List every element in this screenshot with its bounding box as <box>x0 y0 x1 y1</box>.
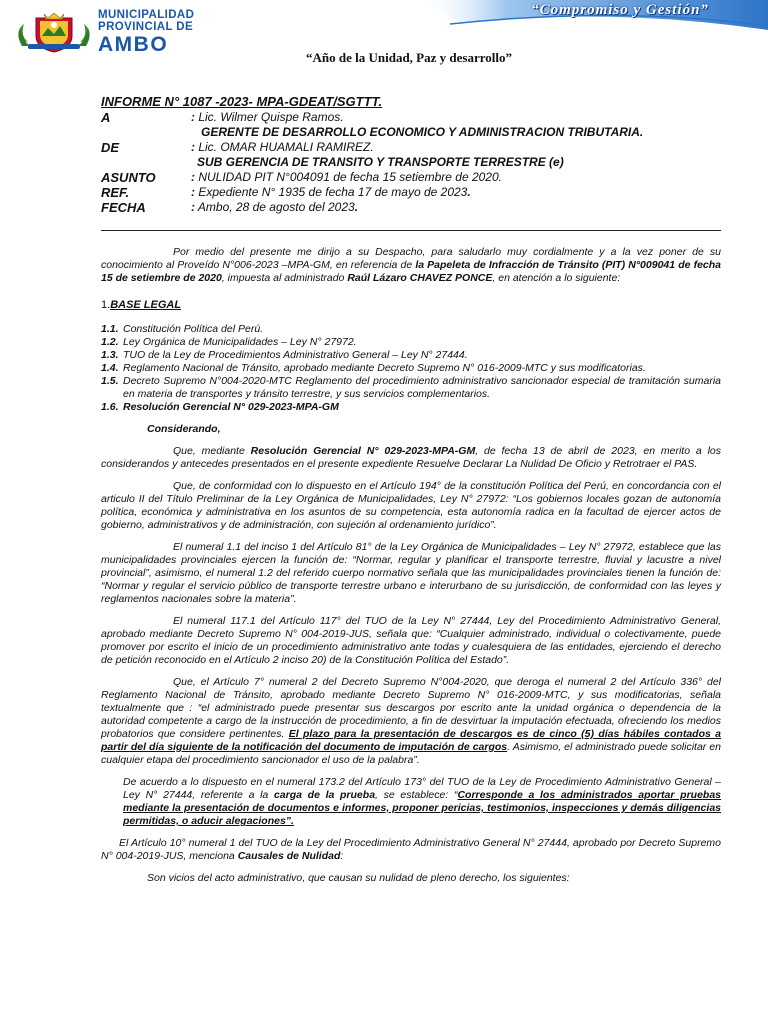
paragraph: El numeral 1.1 del inciso 1 del Artículo 81° de la Ley Orgánica de Municipalidades – Ley N° 27972, establece que las municipalidades provinciales ejercen la función de: “Normar, regular y planificar el transporte terrestre, fluvial y lacustre a nivel provincial”, asimismo, el numeral 1.2 del referido cuerpo normativo señala que las municipalidades provinciales tienen la función de: “Normar y regular el servicio público de transporte terrestre urbano e interurbano de su jurisdicción, de conformidad con las leyes y reglamentos nacionales sobre la materia”. <box>101 541 721 605</box>
list-item: 1.4. Reglamento Nacional de Tránsito, aprobado mediante Decreto Supremo N° 016-2009-MTC y sus modificatorias. <box>101 362 646 374</box>
paragraph: El numeral 117.1 del Artículo 117° del TUO de la Ley N° 27444, Ley del Procedimiento Administrativo General, aprobado mediante Decreto Supremo N° 004-2019-JUS, señala que: “Cualquier administrado, individual o colectivamente, puede promover por escrito el inicio de un procedimiento administrativo ante todas y cualesquiera de las entidades, ejerciendo el derecho de petición reconocido en el Artículo 2 inciso 20) de la Constitución Política del Estado”. <box>101 615 721 666</box>
subject-value: NULIDAD PIT N°004091 de fecha 15 setiembre de 2020. <box>198 170 502 184</box>
colon: : <box>191 140 195 154</box>
colon: : <box>191 200 195 214</box>
paragraph: De acuerdo a lo dispuesto en el numeral 173.2 del Artículo 173° del TUO de la Ley de Procedimiento Administrativo General – Ley N° 27444, referente a la carga de la prueba, se establece: “Corresponde a los administrados aportar pruebas mediante la presentación de documentos e informes, proponer pericias, testimonios, inspecciones y demás diligencias permitidas, o aducir alegaciones”. <box>123 776 721 827</box>
colon: : <box>191 170 195 184</box>
municipality-name-line1: MUNICIPALIDAD <box>98 9 195 21</box>
list-item: 1.1. Constitución Política del Perú. <box>101 323 264 335</box>
municipality-name-line3: AMBO <box>98 33 169 56</box>
paragraph: Son vicios del acto administrativo, que causan su nulidad de pleno derecho, los siguientes: <box>147 872 570 884</box>
ref-value: Expediente N° 1935 de fecha 17 de mayo de 2023 <box>198 185 468 199</box>
date-value: Ambo, 28 de agosto del 2023 <box>197 200 355 214</box>
report-body <box>101 246 721 885</box>
header-divider <box>101 230 721 231</box>
section-base-legal: 1.BASE LEGAL <box>101 299 182 311</box>
list-item: 1.5. Decreto Supremo N°004-2020-MTC Reglamento del procedimiento administrativo sancionador especial de tramitación sumaria en materia de transportes y tránsito terrestre, y sus servicios complementarios. <box>101 375 721 400</box>
list-item: 1.3. TUO de la Ley de Procedimientos Administrativo General – Ley N° 27444. <box>101 349 468 361</box>
colon: : <box>191 185 195 199</box>
to-name: Lic. Wilmer Quispe Ramos. <box>198 110 344 124</box>
to-label: A <box>101 110 111 125</box>
memo-header: INFORME N° 1087 -2023- MPA-GDEAT/SGTTT. A : Lic. Wilmer Quispe Ramos. GERENTE DE DESARROLLO ECONOMICO Y ADMINISTRACION TRIBUTARIA. DE : Lic. OMAR HUAMALI RAMIREZ. SUB GERENCIA DE TRANSITO Y TRANSPORTE TERRESTRE (e) ASUNTO : NULIDAD PIT N°004091 de fecha 15 setiembre de 2020. REF. : Expediente N° 1935 de fecha 17 de mayo de 2023. FECHA : Ambo, 28 de agosto del 2023. <box>101 94 644 215</box>
from-name: Lic. OMAR HUAMALI RAMIREZ. <box>198 140 374 154</box>
subject-label: ASUNTO <box>101 170 156 185</box>
paragraph: Que, mediante Resolución Gerencial N° 029-2023-MPA-GM, de fecha 13 de abril de 2023, en merito a los considerandos y antecedes presentados en el presente expediente Resuelve Declarar La Nulidad De Oficio y Retrotraer el PAS. <box>101 445 722 470</box>
ref-label: REF. <box>101 185 130 200</box>
to-role: GERENTE DE DESARROLLO ECONOMICO Y ADMINISTRACION TRIBUTARIA. <box>201 125 644 139</box>
list-item: 1.6. Resolución Gerencial N° 029-2023-MPA-GM <box>101 401 339 413</box>
motto-text: “Compromiso y Gestión” <box>531 2 709 18</box>
paragraph: El Artículo 10° numeral 1 del TUO de la Ley del Procedimiento Administrativo General N° 27444, aprobado por Decreto Supremo N° 004-2019-JUS, menciona Causales de Nulidad: <box>101 837 721 862</box>
year-slogan: “Año de la Unidad, Paz y desarrollo” <box>306 50 512 65</box>
report-number: INFORME N° 1087 -2023- MPA-GDEAT/SGTTT. <box>101 94 383 109</box>
from-label: DE <box>101 140 120 155</box>
colon: : <box>191 110 195 124</box>
intro-paragraph: Por medio del presente me dirijo a su Despacho, para saludarlo muy cordialmente y a la vez poner de su conocimiento al Proveído N°006-2023 –MPA-GM, en referencia de la Papeleta de Infracción de Tránsito (PIT) N°009041 de fecha 15 de setiembre de 2020, impuesta al administrado Raúl Lázaro CHAVEZ PONCE, en atención a lo siguiente: <box>101 246 722 284</box>
from-role: SUB GERENCIA DE TRANSITO Y TRANSPORTE TERRESTRE (e) <box>197 155 564 169</box>
legal-basis-list <box>101 323 721 414</box>
letterhead <box>0 0 768 80</box>
paragraph: Que, de conformidad con lo dispuesto en el Artículo 194° de la constitución Política del Perú, en concordancia con el articulo II del Título Preliminar de la Ley Orgánica de Municipalidades, Ley N° 27972: “Los gobiernos locales gozan de autonomía política, económica y administrativa en los asuntos de su competencia, esta autonomía radica en la facultad de ejercer actos de gobierno, administrativos y de administración, con sujeción al ordenamiento jurídico”. <box>101 480 721 531</box>
paragraph: Que, el Artículo 7° numeral 2 del Decreto Supremo N°004-2020, que deroga el numeral 2 del Artículo 336° del Reglamento Nacional de Tránsito, aprobado mediante Decreto Supremo N° 016-2009-MTC, y sus modificatorias, señala textualmente que : “el administrado puede presentar sus descargos por escrito ante la unidad orgánica o dependencia de la autoridad competente a cargo de la instrucción de procedimiento, a fin de desvirtuar la imputación efectuada, ofreciendo los medios probatorios que considere pertinentes. El plazo para la presentación de descargos es de cinco (5) días hábiles contados a partir del día siguiente de la notificación del documento de imputación de cargos. Asimismo, el administrado puede solicitar en cualquier etapa del procedimiento sancionador el uso de la palabra”. <box>101 676 721 766</box>
municipal-shield-icon <box>14 10 94 54</box>
date-label: FECHA <box>101 200 146 215</box>
municipality-name-line2: PROVINCIAL DE <box>98 20 194 33</box>
list-item: 1.2. Ley Orgánica de Municipalidades – Ley N° 27972. <box>101 336 357 348</box>
municipality-name <box>98 10 194 55</box>
considering-heading: Considerando, <box>147 423 221 435</box>
